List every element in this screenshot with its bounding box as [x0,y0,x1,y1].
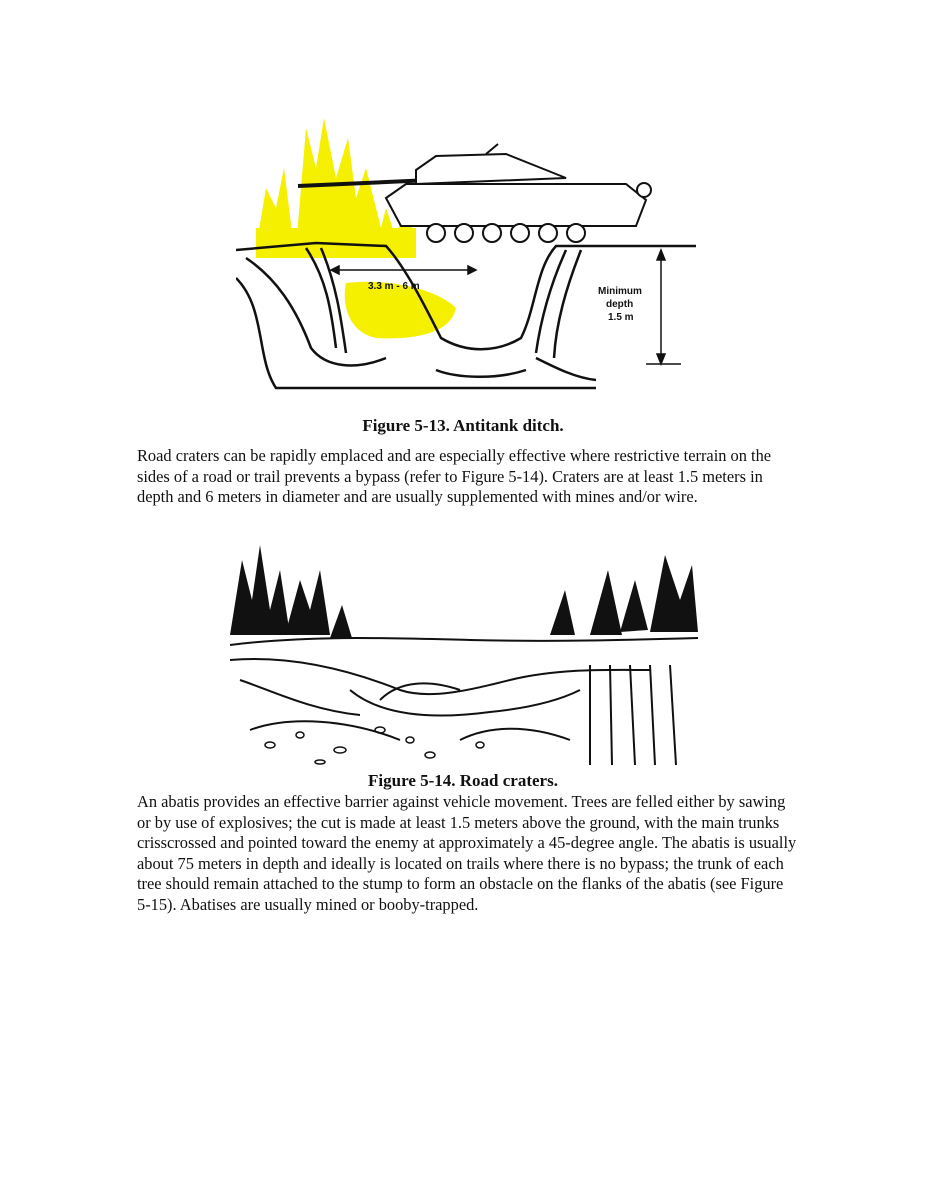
antitank-ditch-illustration [236,108,696,408]
width-label: 3.3 m - 6 m [368,281,420,292]
road-craters-paragraph: Road craters can be rapidly emplaced and are especially effective where restrictive terrain on the sides of a road or trail prevents a bypass (refer to Figure 5-14). Craters are at least 1.5 meters in depth and 6 meters in diameter and are usually supplemented with mines and/or wire. [137,446,772,507]
yellow-trees [256,118,456,338]
figure-5-13-caption: Figure 5-13. Antitank ditch. [362,416,564,435]
crater-terrain [230,638,698,765]
abatis-paragraph: An abatis provides an effective barrier against vehicle movement. Trees are felled either by sawing or by use of explosives; the cut is made at least 1.5 meters above the ground, with the main trunks crisscrossed and pointed toward the enemy at approximately a 45-degree angle. The abatis is usually about 75 meters in depth and ideally is located on trails where there is no bypass; the trunk of each tree should remain attached to the stump to form an obstacle on the flanks of the abatis (see Figure 5-15). Abatises are usually mined or booby-trapped. [137,792,797,914]
road-craters-illustration [230,540,698,770]
depth-label-line2: depth [606,299,634,310]
tree-line [230,545,698,638]
rubble [265,727,484,764]
figure-5-14-caption: Figure 5-14. Road craters. [368,771,558,790]
depth-label-line3: 1.5 m [608,312,634,323]
depth-dimension [646,250,681,364]
depth-label-line1: Minimum [598,286,642,297]
